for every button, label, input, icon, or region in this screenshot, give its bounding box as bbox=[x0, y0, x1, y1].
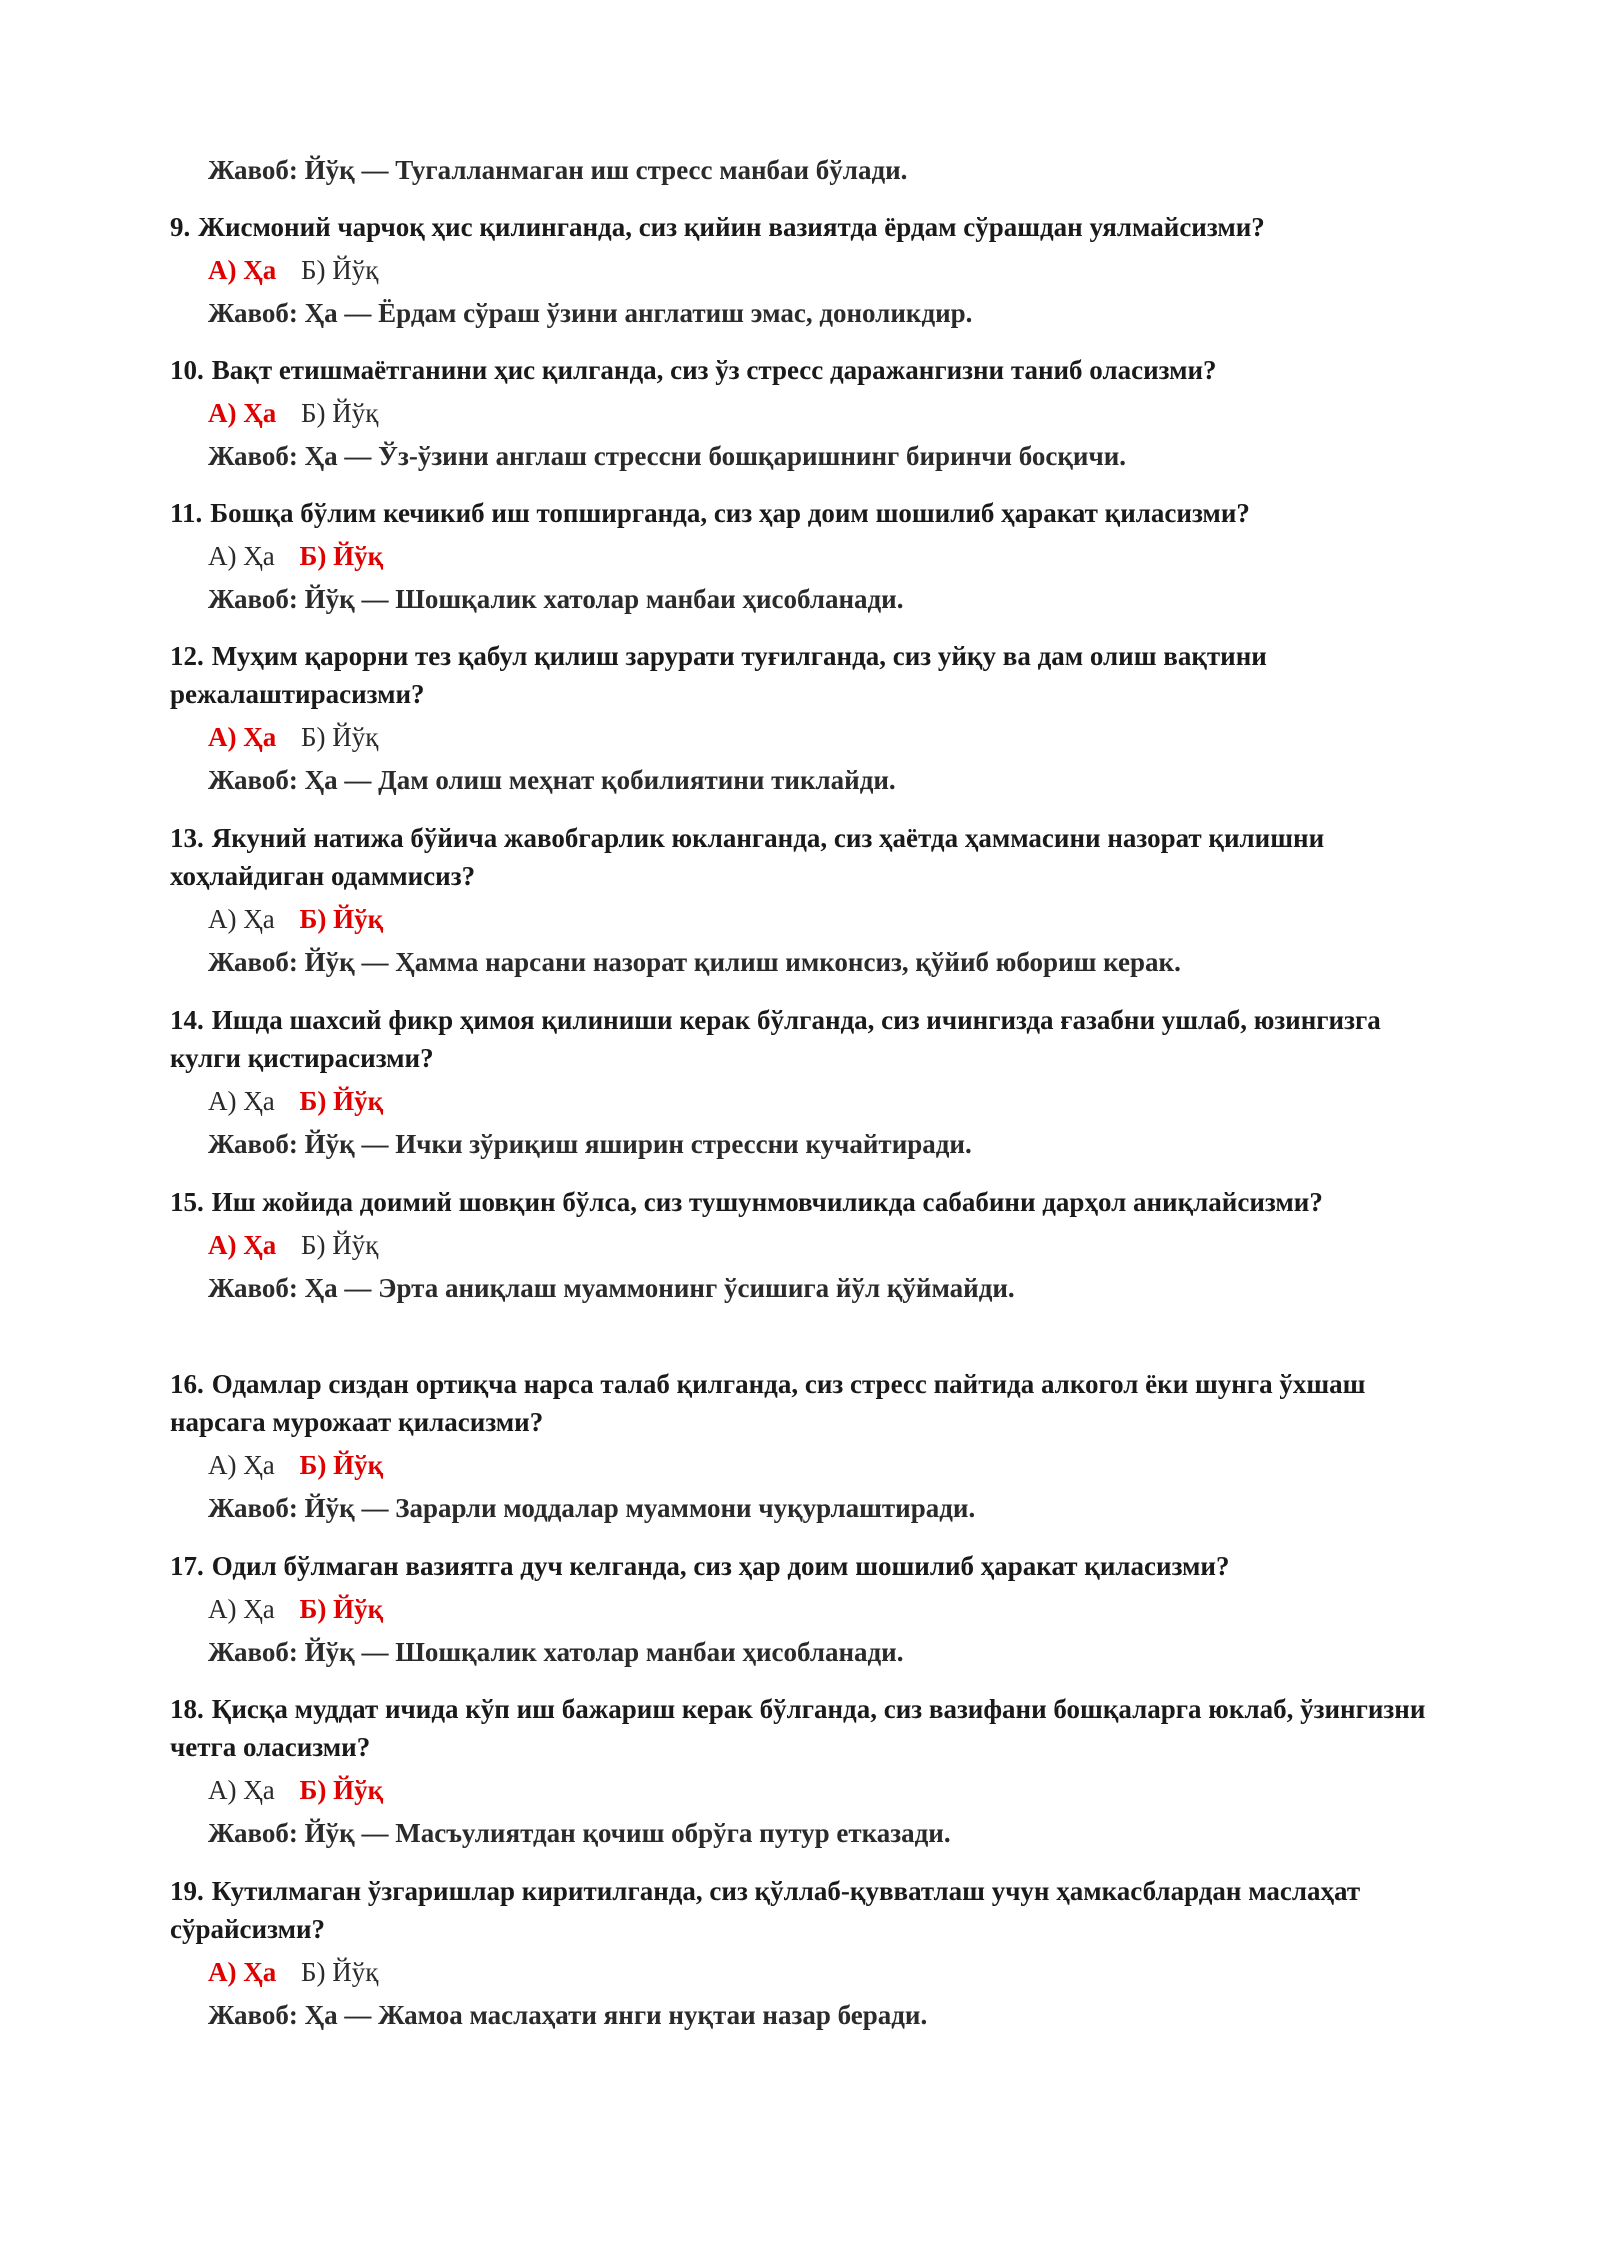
question-label: Вақт етишмаётганини ҳис қилганда, сиз ўз стресс даражангизни таниб оласизми? bbox=[211, 355, 1217, 385]
question-number: 16. bbox=[170, 1369, 204, 1399]
question-number: 11. bbox=[170, 498, 203, 528]
question-block bbox=[170, 1690, 1440, 1852]
previous-answer-line: Жавоб: Йўқ — Тугалланмаган иш стресс манбаи бўлади. bbox=[208, 155, 908, 185]
answer-options bbox=[208, 1771, 1440, 1809]
option-b[interactable]: Б) Йўқ bbox=[299, 1594, 384, 1624]
question-number: 18. bbox=[170, 1694, 204, 1724]
answer-options bbox=[208, 900, 1440, 938]
option-b[interactable]: Б) Йўқ bbox=[301, 1230, 379, 1260]
option-a[interactable]: А) Ҳа bbox=[208, 541, 275, 571]
answer-explanation: Жавоб: Ҳа — Ёрдам сўраш ўзини англатиш эмас, доноликдир. bbox=[208, 298, 973, 328]
question-label: Одил бўлмаган вазиятга дуч келганда, сиз ҳар доим шошилиб ҳаракат қиласизми? bbox=[211, 1551, 1230, 1581]
option-b[interactable]: Б) Йўқ bbox=[299, 1775, 384, 1805]
question-number: 14. bbox=[170, 1005, 204, 1035]
question-number: 13. bbox=[170, 823, 204, 853]
answer-options bbox=[208, 1953, 1440, 1991]
question-label: Муҳим қарорни тез қабул қилиш зарурати туғилганда, сиз уйқу ва дам олиш вақтини режалаштирасизми? bbox=[170, 641, 1267, 709]
answer-explanation: Жавоб: Ҳа — Дам олиш меҳнат қобилиятини тиклайди. bbox=[208, 765, 896, 795]
option-a[interactable]: А) Ҳа bbox=[208, 722, 277, 752]
answer-explanation: Жавоб: Йўқ — Ички зўриқиш яширин стрессни кучайтиради. bbox=[208, 1129, 972, 1159]
question-label: Жисмоний чарчоқ ҳис қилинганда, сиз қийин вазиятда ёрдам сўрашдан уялмайсизми? bbox=[198, 212, 1265, 242]
question-number: 10. bbox=[170, 355, 204, 385]
answer-explanation: Жавоб: Йўқ — Масъулиятдан қочиш обрўга путур етказади. bbox=[208, 1818, 951, 1848]
answer-options bbox=[208, 1446, 1440, 1484]
question-block bbox=[170, 1365, 1440, 1527]
question-block bbox=[170, 1183, 1440, 1307]
question-text bbox=[170, 1183, 1440, 1221]
question-label: Иш жойида доимий шовқин бўлса, сиз тушунмовчиликда сабабини дарҳол аниқлайсизми? bbox=[211, 1187, 1323, 1217]
option-b[interactable]: Б) Йўқ bbox=[301, 398, 379, 428]
option-b[interactable]: Б) Йўқ bbox=[301, 722, 379, 752]
question-block bbox=[170, 351, 1440, 475]
option-a[interactable]: А) Ҳа bbox=[208, 1775, 275, 1805]
question-number: 12. bbox=[170, 641, 204, 671]
option-a[interactable]: А) Ҳа bbox=[208, 1450, 275, 1480]
option-a[interactable]: А) Ҳа bbox=[208, 1594, 275, 1624]
question-label: Ишда шахсий фикр ҳимоя қилиниши керак бўлганда, сиз ичингизда ғазабни ушлаб, юзингизга кулги қистирасизми? bbox=[170, 1005, 1381, 1073]
option-a[interactable]: А) Ҳа bbox=[208, 1230, 277, 1260]
answer-explanation: Жавоб: Ҳа — Ўз-ўзини англаш стрессни бошқаришнинг биринчи босқичи. bbox=[208, 441, 1126, 471]
question-label: Якуний натижа бўйича жавобгарлик юкланганда, сиз ҳаётда ҳаммасини назорат қилишни хоҳлайдиган одаммисиз? bbox=[170, 823, 1325, 891]
answer-explanation: Жавоб: Йўқ — Зарарли моддалар муаммони чуқурлаштиради. bbox=[208, 1493, 976, 1523]
answer-explanation: Жавоб: Йўқ — Шошқалик хатолар манбаи ҳисобланади. bbox=[208, 1637, 904, 1667]
answer-options bbox=[208, 251, 1440, 289]
question-number: 19. bbox=[170, 1876, 204, 1906]
question-number: 9. bbox=[170, 212, 191, 242]
question-block bbox=[170, 637, 1440, 799]
option-a[interactable]: А) Ҳа bbox=[208, 1086, 275, 1116]
question-number: 17. bbox=[170, 1551, 204, 1581]
option-b[interactable]: Б) Йўқ bbox=[301, 255, 379, 285]
question-block bbox=[170, 494, 1440, 618]
question-text bbox=[170, 1690, 1440, 1766]
answer-explanation: Жавоб: Ҳа — Эрта аниқлаш муаммонинг ўсишига йўл қўймайди. bbox=[208, 1273, 1015, 1303]
question-block bbox=[170, 208, 1440, 332]
question-label: Қисқа муддат ичида кўп иш бажариш керак бўлганда, сиз вазифани бошқаларга юклаб, ўзингизни четга оласизми? bbox=[170, 1694, 1426, 1762]
answer-options bbox=[208, 537, 1440, 575]
option-b[interactable]: Б) Йўқ bbox=[299, 904, 384, 934]
option-a[interactable]: А) Ҳа bbox=[208, 398, 277, 428]
answer-explanation: Жавоб: Йўқ — Шошқалик хатолар манбаи ҳисобланади. bbox=[208, 584, 904, 614]
question-block bbox=[170, 1547, 1440, 1671]
question-label: Кутилмаган ўзгаришлар киритилганда, сиз қўллаб-қувватлаш учун ҳамкасблардан маслаҳат сўрайсизми? bbox=[170, 1876, 1361, 1944]
answer-options bbox=[208, 1226, 1440, 1264]
option-a[interactable]: А) Ҳа bbox=[208, 904, 275, 934]
question-text bbox=[170, 351, 1440, 389]
question-block bbox=[170, 1872, 1440, 2034]
answer-options bbox=[208, 718, 1440, 756]
option-b[interactable]: Б) Йўқ bbox=[299, 1450, 384, 1480]
question-text bbox=[170, 1001, 1440, 1077]
question-text bbox=[170, 494, 1440, 532]
question-text bbox=[170, 1547, 1440, 1585]
option-a[interactable]: А) Ҳа bbox=[208, 1957, 277, 1987]
question-text bbox=[170, 208, 1440, 246]
question-label: Бошқа бўлим кечикиб иш топширганда, сиз ҳар доим шошилиб ҳаракат қиласизми? bbox=[210, 498, 1250, 528]
answer-explanation: Жавоб: Йўқ — Ҳамма нарсани назорат қилиш имконсиз, қўйиб юбориш керак. bbox=[208, 947, 1181, 977]
question-block bbox=[170, 1001, 1440, 1163]
question-block bbox=[170, 819, 1440, 981]
answer-options bbox=[208, 394, 1440, 432]
answer-options bbox=[208, 1082, 1440, 1120]
question-text bbox=[170, 1365, 1440, 1441]
question-text bbox=[170, 819, 1440, 895]
option-b[interactable]: Б) Йўқ bbox=[301, 1957, 379, 1987]
question-number: 15. bbox=[170, 1187, 204, 1217]
answer-options bbox=[208, 1590, 1440, 1628]
option-b[interactable]: Б) Йўқ bbox=[299, 541, 384, 571]
question-text bbox=[170, 637, 1440, 713]
option-b[interactable]: Б) Йўқ bbox=[299, 1086, 384, 1116]
option-a[interactable]: А) Ҳа bbox=[208, 255, 277, 285]
question-text bbox=[170, 1872, 1440, 1948]
question-label: Одамлар сиздан ортиқча нарса талаб қилганда, сиз стресс пайтида алкогол ёки шунга ўхшаш нарсага мурожаат қиласизми? bbox=[170, 1369, 1366, 1437]
answer-explanation: Жавоб: Ҳа — Жамоа маслаҳати янги нуқтаи назар беради. bbox=[208, 2000, 928, 2030]
